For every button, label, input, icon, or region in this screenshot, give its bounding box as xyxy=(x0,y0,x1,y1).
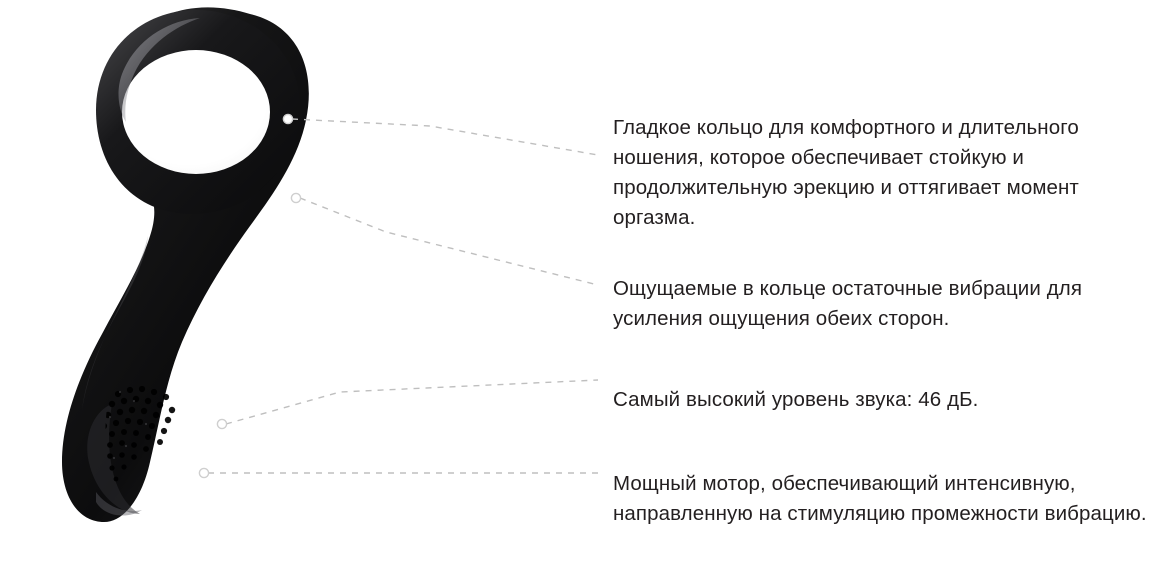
callout-text-ring-comfort: Гладкое кольцо для комфортного и длительного ношения, которое обеспечивает стойкую и продолжительную эрекцию и оттягивает момент оргазма. xyxy=(613,115,1079,229)
callout-text-powerful-motor: Мощный мотор, обеспечивающий интенсивную, направленную на стимуляцию промежности вибрацию. xyxy=(613,471,1147,525)
callout-text-residual-vibration: Ощущаемые в кольце остаточные вибрации для усиления ощущения обеих сторон. xyxy=(613,276,1083,330)
product-body xyxy=(62,7,309,522)
ring-opening xyxy=(122,50,270,174)
callout-text-sound-level: Самый высокий уровень звука: 46 дБ. xyxy=(613,387,979,411)
